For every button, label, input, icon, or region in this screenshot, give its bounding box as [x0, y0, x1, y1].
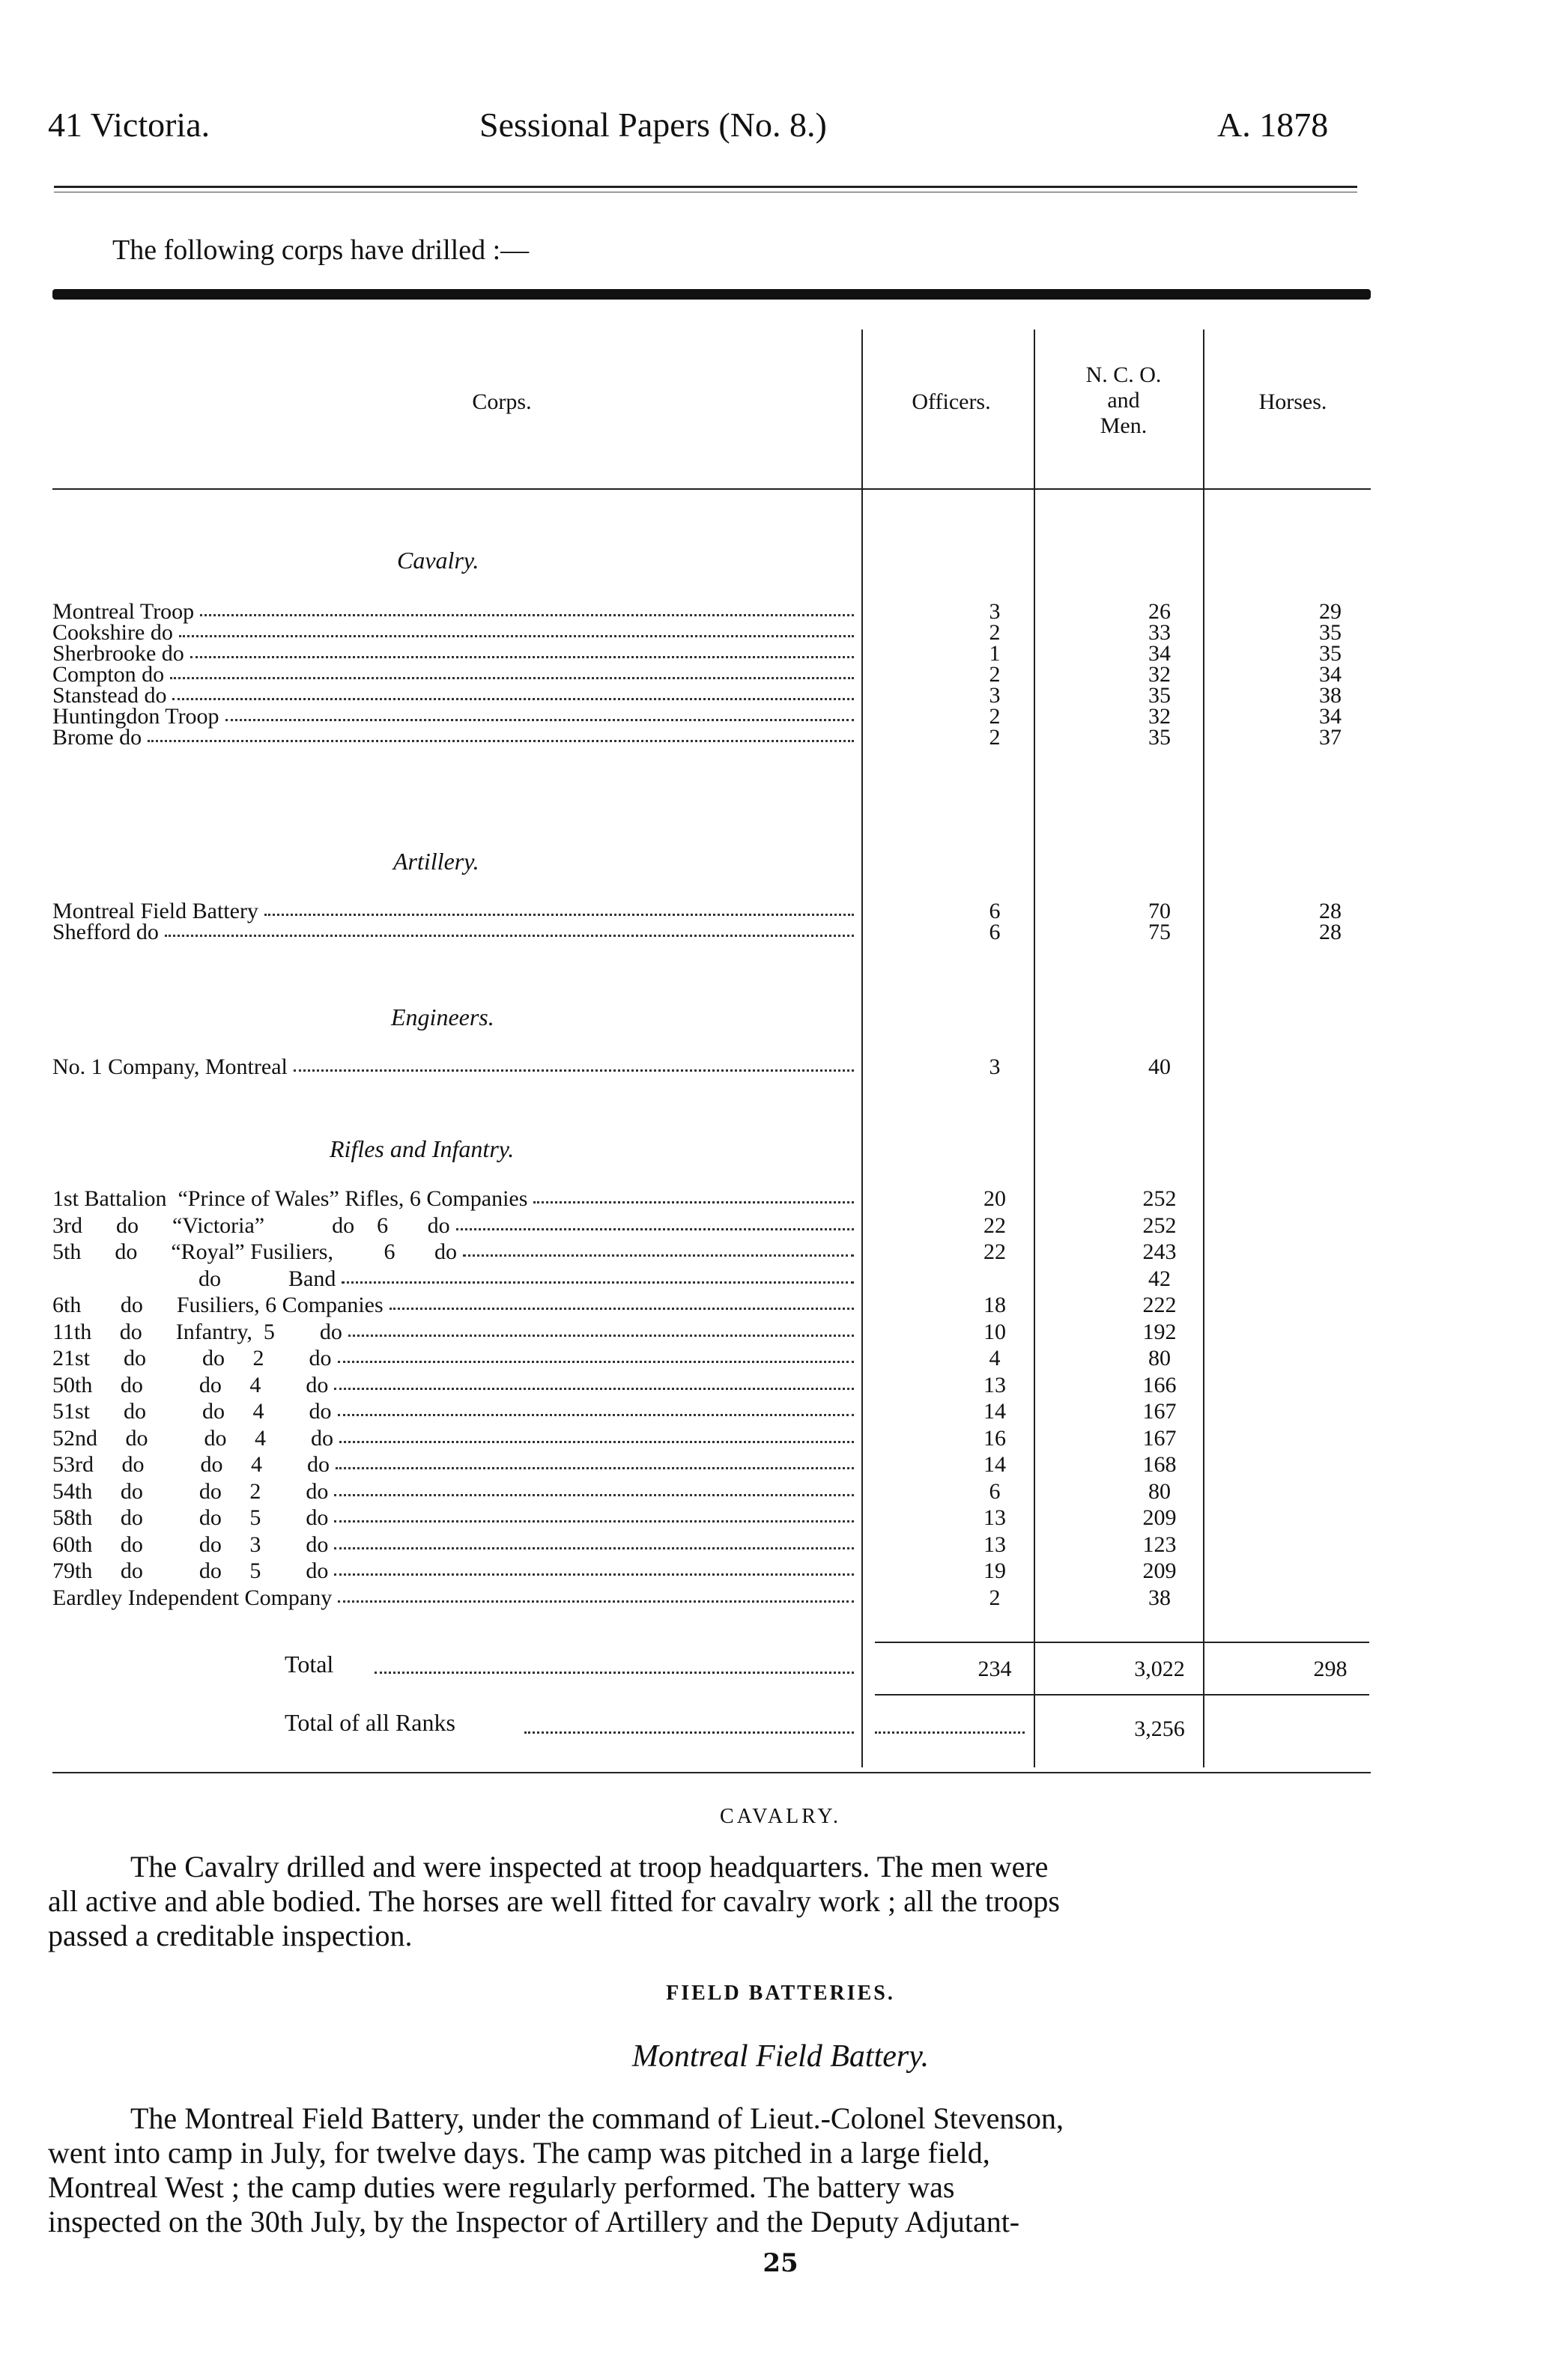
dot-leader [334, 1532, 854, 1549]
men-cell: 167 [1142, 1399, 1177, 1424]
corps-name: 11th do Infantry, 5 do [52, 1319, 342, 1344]
corps-name: 50th do do 4 do [52, 1372, 329, 1397]
dot-leader [200, 599, 854, 616]
dot-leader [348, 1320, 854, 1337]
table-row [0, 1585, 1561, 1612]
men-cell: 243 [1142, 1239, 1177, 1264]
section-engineers: Engineers. [391, 1004, 494, 1030]
dot-leader [336, 1452, 854, 1469]
table-row [0, 1532, 1561, 1559]
men-cell: 70 [1148, 899, 1171, 923]
total-all-row [0, 1716, 1561, 1743]
corps-name: Eardley Independent Company [52, 1585, 333, 1610]
section-rifles: Rifles and Infantry. [330, 1135, 515, 1162]
officers-cell: 4 [989, 1346, 1001, 1370]
corps-name: Huntingdon Troop [52, 704, 219, 729]
officers-cell: 18 [983, 1293, 1006, 1317]
dot-leader [338, 1346, 854, 1363]
dot-leader [170, 662, 854, 679]
corps-name: Montreal Troop [52, 599, 195, 624]
dot-leader [165, 920, 854, 937]
table-row [0, 725, 1561, 752]
table-top-rule [52, 289, 1371, 300]
officers-cell: 10 [983, 1319, 1006, 1344]
men-cell: 123 [1142, 1531, 1177, 1557]
men-cell: 75 [1148, 920, 1171, 944]
corps-name: No. 1 Company, Montreal [52, 1054, 288, 1079]
dot-leader [148, 725, 854, 742]
total-horses: 298 [1313, 1657, 1348, 1681]
men-cell: 38 [1148, 1585, 1171, 1610]
header-left: 41 Victoria. [48, 106, 210, 144]
total-all-label: Total of all Ranks [285, 1709, 455, 1736]
corps-name: 21st do do 2 do [52, 1346, 332, 1370]
total-bottom-rule [875, 1694, 1369, 1696]
running-header [0, 105, 1561, 157]
officers-cell: 6 [989, 920, 1001, 944]
battery-line-3: Montreal West ; the camp duties were regularly performed. The battery was [48, 2170, 955, 2204]
dot-leader [334, 1373, 854, 1390]
col-nco-line2: and [1107, 388, 1140, 413]
officers-cell: 1 [989, 641, 1001, 666]
men-cell: 80 [1148, 1346, 1171, 1370]
table-row [0, 1452, 1561, 1479]
header-center: Sessional Papers (No. 8.) [479, 106, 827, 144]
men-cell: 166 [1142, 1372, 1177, 1397]
corps-name: 3rd do “Victoria” do 6 do [52, 1212, 450, 1238]
cavalry-line-2: all active and able bodied. The horses are well fitted for cavalry work ; all the troops [48, 1884, 1060, 1918]
officers-cell: 2 [989, 725, 1001, 750]
men-cell: 209 [1142, 1558, 1177, 1583]
intro-text: The following corps have drilled :— [112, 234, 530, 266]
table-row [0, 1213, 1561, 1240]
officers-cell: 3 [989, 599, 1001, 624]
dot-leader [463, 1239, 854, 1257]
dot-leader [338, 1585, 854, 1603]
col-nco [1041, 362, 1206, 439]
dot-leader [225, 704, 854, 721]
battery-line-4: inspected on the 30th July, by the Inspector of Artillery and the Deputy Adjutant- [48, 2205, 1020, 2238]
officers-cell: 20 [983, 1186, 1006, 1211]
horses-cell: 35 [1319, 641, 1342, 666]
col-horses: Horses. [1258, 389, 1327, 414]
col-corps: Corps. [472, 389, 532, 414]
men-cell: 222 [1142, 1293, 1177, 1317]
officers-cell: 2 [989, 704, 1001, 729]
officers-cell: 3 [989, 683, 1001, 708]
horses-cell: 28 [1319, 899, 1342, 923]
officers-cell: 14 [983, 1452, 1006, 1477]
dot-leader [190, 641, 854, 658]
horses-cell: 34 [1319, 662, 1342, 687]
men-cell: 35 [1148, 725, 1171, 750]
corps-name: 51st do do 4 do [52, 1399, 332, 1424]
officers-cell: 13 [983, 1372, 1006, 1397]
cavalry-line-1: The Cavalry drilled and were inspected at troop headquarters. The men were [130, 1850, 1049, 1883]
men-cell: 80 [1148, 1478, 1171, 1504]
battery-line-1: The Montreal Field Battery, under the command of Lieut.-Colonel Stevenson, [130, 2101, 1064, 2135]
total-all-officers-leader [875, 1716, 1025, 1734]
dot-leader [334, 1479, 854, 1496]
corps-name: do Band [52, 1266, 336, 1291]
men-cell: 42 [1148, 1266, 1171, 1291]
table-row [0, 1479, 1561, 1506]
table-row [0, 1558, 1561, 1585]
corps-name: Compton do [52, 662, 165, 687]
table-row [0, 1373, 1561, 1400]
corps-name: Sherbrooke do [52, 641, 184, 666]
officers-cell: 6 [989, 899, 1001, 923]
horses-cell: 28 [1319, 920, 1342, 944]
officers-cell: 2 [989, 620, 1001, 645]
men-cell: 40 [1148, 1054, 1171, 1079]
montreal-battery-heading: Montreal Field Battery. [631, 2039, 930, 2074]
table-row [0, 1426, 1561, 1453]
battery-line-2: went into camp in July, for twelve days. The camp was pitched in a large field, [48, 2136, 990, 2170]
men-cell: 167 [1142, 1425, 1177, 1451]
cavalry-heading: CAVALRY. [720, 1805, 841, 1828]
dot-leader [456, 1213, 854, 1230]
dot-leader [533, 1186, 854, 1203]
corps-name: 79th do do 5 do [52, 1558, 329, 1583]
total-all-men: 3,256 [1134, 1716, 1185, 1741]
total-leader [375, 1657, 854, 1674]
men-cell: 33 [1148, 620, 1171, 645]
col-officers: Officers. [912, 389, 991, 414]
cavalry-paragraph [48, 1850, 1366, 1953]
corps-name: Montreal Field Battery [52, 899, 258, 923]
table-row [0, 1346, 1561, 1373]
section-cavalry: Cavalry. [397, 547, 479, 574]
page-number: 25 [763, 2248, 798, 2278]
dot-leader [334, 1505, 854, 1523]
table-bottom-rule [52, 1772, 1371, 1773]
dot-leader [334, 1558, 854, 1576]
dot-leader [339, 1426, 854, 1443]
corps-name: Stanstead do [52, 683, 167, 708]
men-cell: 26 [1148, 599, 1171, 624]
batteries-heading: FIELD BATTERIES. [666, 1982, 895, 2005]
corps-name: 54th do do 2 do [52, 1478, 329, 1504]
header-rule [54, 186, 1357, 188]
dot-leader [390, 1293, 854, 1310]
men-cell: 35 [1148, 683, 1171, 708]
horses-cell: 34 [1319, 704, 1342, 729]
table-row [0, 1399, 1561, 1426]
total-all-leader [524, 1716, 854, 1734]
total-officers: 234 [977, 1657, 1012, 1681]
men-cell: 252 [1142, 1212, 1177, 1238]
section-artillery: Artillery. [393, 848, 479, 875]
officers-cell: 22 [983, 1239, 1006, 1264]
col-nco-line1: N. C. O. [1085, 362, 1162, 387]
officers-cell: 6 [989, 1478, 1001, 1504]
officers-cell: 13 [983, 1505, 1006, 1530]
total-men: 3,022 [1134, 1657, 1185, 1681]
horses-cell: 38 [1319, 683, 1342, 708]
officers-cell: 14 [983, 1399, 1006, 1424]
corps-name: 5th do “Royal” Fusiliers, 6 do [52, 1239, 457, 1264]
corps-name: Cookshire do [52, 620, 173, 645]
header-right: A. 1878 [1217, 106, 1329, 144]
total-row [0, 1657, 1561, 1684]
horses-cell: 37 [1319, 725, 1342, 750]
dot-leader [179, 620, 854, 637]
officers-cell: 13 [983, 1531, 1006, 1557]
officers-cell: 16 [983, 1425, 1006, 1451]
dot-leader [172, 683, 854, 700]
col-nco-line3: Men. [1100, 413, 1148, 438]
battery-paragraph [48, 2101, 1366, 2239]
table-row [0, 1320, 1561, 1347]
men-cell: 192 [1142, 1319, 1177, 1344]
men-cell: 168 [1142, 1452, 1177, 1477]
corps-name: Brome do [52, 725, 142, 750]
cavalry-line-3: passed a creditable inspection. [48, 1919, 413, 1952]
corps-name: 1st Battalion “Prince of Wales” Rifles, 6 Companies [52, 1186, 528, 1211]
corps-name: 60th do do 3 do [52, 1531, 329, 1557]
officers-cell: 19 [983, 1558, 1006, 1583]
men-cell: 209 [1142, 1505, 1177, 1530]
officers-cell: 22 [983, 1212, 1006, 1238]
total-top-rule [875, 1642, 1369, 1643]
table-row [0, 1505, 1561, 1532]
corps-name: 58th do do 5 do [52, 1505, 329, 1530]
corps-name: 6th do Fusiliers, 6 Companies [52, 1293, 384, 1317]
table-row [0, 1054, 1561, 1081]
corps-name: 53rd do do 4 do [52, 1452, 330, 1477]
table-row [0, 1186, 1561, 1213]
dot-leader [342, 1266, 854, 1284]
officers-cell: 3 [989, 1054, 1001, 1079]
header-bottom-rule [52, 488, 1371, 490]
corps-name: 52nd do do 4 do [52, 1425, 333, 1451]
men-cell: 32 [1148, 704, 1171, 729]
dot-leader [338, 1399, 854, 1416]
table-row [0, 1266, 1561, 1293]
officers-cell: 2 [989, 1585, 1001, 1610]
total-label: Total [285, 1651, 334, 1678]
men-cell: 34 [1148, 641, 1171, 666]
table-row [0, 920, 1561, 947]
dot-leader [294, 1054, 854, 1072]
table-row [0, 1293, 1561, 1320]
horses-cell: 35 [1319, 620, 1342, 645]
dot-leader [264, 899, 854, 916]
officers-cell: 2 [989, 662, 1001, 687]
men-cell: 252 [1142, 1186, 1177, 1211]
corps-name: Shefford do [52, 920, 159, 944]
horses-cell: 29 [1319, 599, 1342, 624]
men-cell: 32 [1148, 662, 1171, 687]
table-row [0, 1239, 1561, 1266]
